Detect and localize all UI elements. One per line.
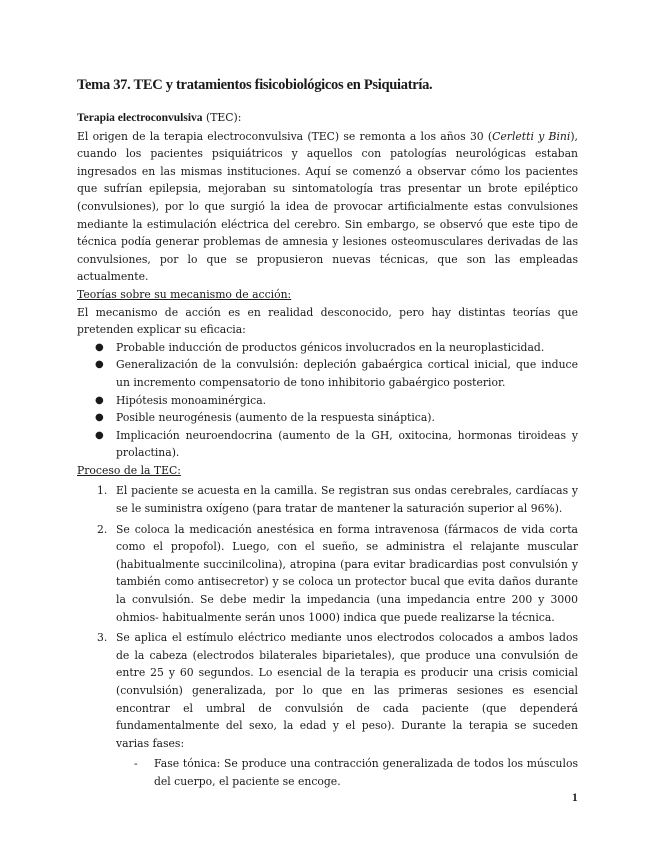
section-heading: Terapia electroconvulsiva	[77, 112, 203, 124]
step-number: 2.	[97, 522, 108, 536]
document-body	[77, 109, 578, 791]
bullet-icon: ●	[95, 359, 104, 371]
bullet-icon: ●	[95, 412, 104, 424]
list-item	[77, 409, 578, 427]
step-item	[77, 482, 578, 517]
phase-list	[116, 755, 578, 790]
mechanism-list	[77, 339, 578, 462]
bullet-icon: ●	[95, 429, 104, 441]
intro-text-2: ), cuando los pacientes psiquiátricos y aquellos con patologías neurológicas estaban ingresados en las mismas instituciones. Aquí se comenzó a observar cómo los pacientes que sufrían epilepsia, mejoraban su sintomatología tras presentar un brote epiléptico (convulsiones), por lo que surgió la idea de provocar artificialmente estas convulsiones mediante la estimulación eléctrica del cerebro. Sin embargo, se observó que este tipo de técnica podía generar problemas de amnesia y lesiones osteomusculares derivadas de las convulsiones, por lo que se propusieron nuevas técnicas, que son las empleadas actualmente.	[77, 129, 578, 284]
list-item	[77, 392, 578, 410]
list-item	[77, 339, 578, 357]
section-heading-suffix: (TEC):	[202, 111, 242, 124]
step-number: 1.	[97, 484, 108, 498]
bullet-icon: ●	[95, 394, 104, 406]
process-steps	[77, 482, 578, 790]
step-text: Se aplica el estímulo eléctrico mediante unos electrodos colocados a ambos lados de la cabeza (electrodos bilaterales biparietales), que produce una convulsión de entre 25 y 60 segundos. Lo esencial de la terapia es producir una crisis comicial (convulsión) generalizada, por lo que en las primeras sesiones es esencial encontrar el umbral de convulsión de cada paciente (que dependerá fundamentalmente del sexo, la edad y el peso). Durante la terapia se suceden varias fases:	[116, 631, 578, 750]
bullet-icon: ●	[95, 341, 104, 353]
list-item-text: Posible neurogénesis (aumento de la respuesta sináptica).	[116, 411, 435, 425]
step-item	[77, 521, 578, 627]
list-item-text: Implicación neuroendocrina (aumento de la GH, oxitocina, hormonas tiroideas y prolactina).	[116, 428, 578, 460]
step-text: El paciente se acuesta en la camilla. Se registran sus ondas cerebrales, cardíacas y se le suministra oxígeno (para tratar de mantener la saturación superior al 96%).	[116, 484, 578, 516]
step-item	[77, 629, 578, 790]
intro-text-1: El origen de la terapia electroconvulsiva (TEC) se remonta a los años 30 (	[77, 129, 493, 143]
mechanism-heading: Teorías sobre su mecanismo de acción:	[77, 287, 292, 301]
section-heading-line	[77, 109, 578, 128]
intro-citation: Cerletti y Bini	[492, 129, 571, 143]
list-item-text: Hipótesis monoaminérgica.	[116, 393, 267, 407]
page-title: Tema 37. TEC y tratamientos fisicobiológicos en Psiquiatría.	[77, 77, 433, 93]
phase-item	[116, 755, 578, 790]
mechanism-intro: El mecanismo de acción es en realidad desconocido, pero hay distintas teorías que pretenden explicar su eficacia:	[77, 305, 578, 337]
step-text: Se coloca la medicación anestésica en forma intravenosa (fármacos de vida corta como el propofol). Luego, con el sueño, se administra el relajante muscular (habitualmente succinilcolina), atropina (para evitar bradicardias post convulsión y también como antisecretor) y se coloca un protector bucal que evita daños durante la convulsión. Se debe medir la impedancia (una impedancia entre 200 y 3000 ohmios- habitualmente serán unos 1000) indica que puede realizarse la técnica.	[116, 522, 578, 624]
page-number: 1	[572, 792, 578, 804]
list-item-text: Generalización de la convulsión: depleción gabaérgica cortical inicial, que induce un incremento compensatorio de tono inhibitorio gabaérgico posterior.	[116, 358, 578, 389]
intro-paragraph	[77, 128, 578, 286]
list-item	[77, 427, 578, 462]
list-item-text: Probable inducción de productos génicos involucrados en la neuroplasticidad.	[116, 340, 545, 354]
list-item	[77, 356, 578, 391]
step-number: 3.	[97, 631, 108, 645]
dash-icon: -	[134, 757, 138, 771]
phase-text: Fase tónica: Se produce una contracción generalizada de todos los músculos del cuerpo, el paciente se encoge.	[154, 757, 578, 788]
process-heading: Proceso de la TEC:	[77, 463, 181, 477]
